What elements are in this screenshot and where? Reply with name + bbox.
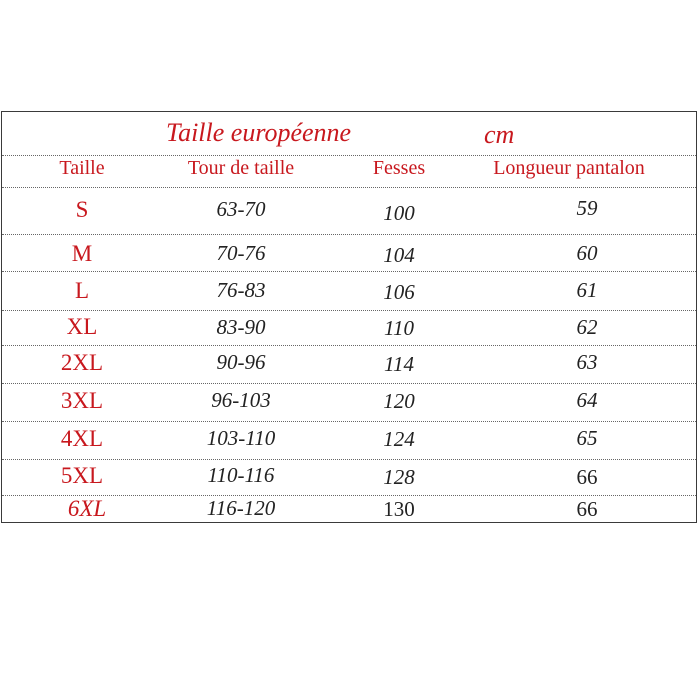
- cell-size: 6XL: [67, 496, 107, 521]
- cell-length: 64: [576, 388, 598, 412]
- cell-size: 2XL: [60, 350, 104, 375]
- table-row: [2, 384, 696, 422]
- cell-size: XL: [66, 314, 98, 339]
- cell-waist: 76-83: [216, 278, 266, 302]
- size-chart-table: [1, 111, 697, 523]
- cell-waist: 90-96: [216, 350, 266, 374]
- table-row: [2, 311, 696, 346]
- header-row: [2, 155, 696, 188]
- cell-waist: 116-120: [206, 496, 276, 520]
- header-size: Taille: [59, 157, 105, 179]
- cell-waist: 63-70: [216, 197, 266, 221]
- table-row: [2, 188, 696, 235]
- cell-length: 62: [576, 315, 598, 339]
- cell-waist: 96-103: [211, 388, 271, 412]
- table-row: [2, 235, 696, 272]
- unit-label: cm: [484, 120, 515, 149]
- cell-length: 66: [576, 465, 598, 489]
- cell-hips: 104: [383, 243, 415, 267]
- cell-hips: 110: [384, 316, 414, 340]
- cell-length: 65: [576, 426, 598, 450]
- cell-length: 66: [576, 497, 598, 521]
- cell-length: 59: [576, 196, 598, 220]
- cell-hips: 106: [383, 280, 415, 304]
- cell-size: L: [74, 278, 90, 303]
- cell-waist: 70-76: [216, 241, 266, 265]
- header-hips: Fesses: [372, 157, 426, 179]
- title-row: [2, 112, 696, 156]
- cell-length: 63: [576, 350, 598, 374]
- table-row: [2, 460, 696, 496]
- cell-hips: 130: [383, 497, 415, 521]
- table-row: [2, 272, 696, 311]
- cell-hips: 120: [383, 389, 415, 413]
- table-row: [2, 346, 696, 384]
- table-row: [2, 496, 696, 522]
- cell-hips: 124: [383, 427, 415, 451]
- cell-size: 4XL: [60, 426, 104, 451]
- header-waist: Tour de taille: [187, 157, 295, 179]
- cell-hips: 128: [383, 465, 415, 489]
- cell-hips: 114: [384, 352, 414, 376]
- cell-size: 3XL: [60, 388, 104, 413]
- chart-title: Taille européenne: [166, 118, 352, 147]
- header-length: Longueur pantalon: [493, 157, 645, 179]
- cell-waist: 110-116: [207, 463, 275, 487]
- cell-waist: 103-110: [206, 426, 276, 450]
- cell-size: M: [71, 241, 93, 266]
- cell-length: 60: [576, 241, 598, 265]
- cell-size: S: [75, 197, 89, 222]
- cell-hips: 100: [383, 201, 415, 225]
- cell-waist: 83-90: [216, 315, 266, 339]
- cell-length: 61: [576, 278, 598, 302]
- table-row: [2, 422, 696, 460]
- cell-size: 5XL: [60, 463, 104, 488]
